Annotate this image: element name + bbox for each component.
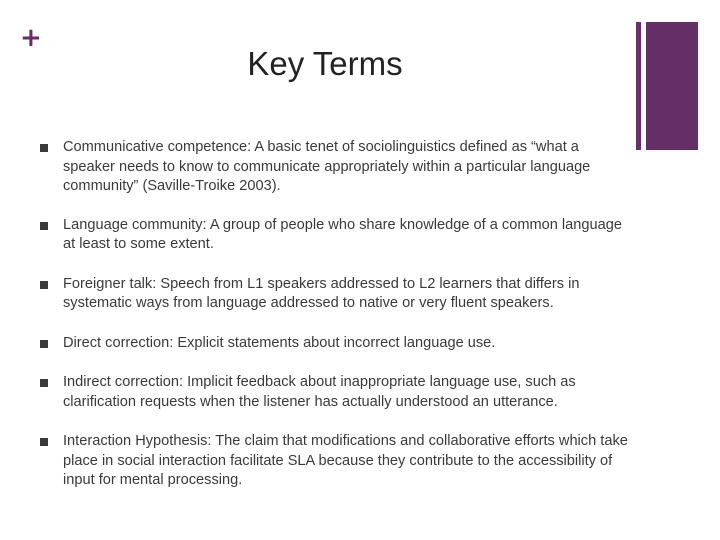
square-bullet-icon bbox=[40, 438, 48, 446]
list-item bbox=[40, 138, 630, 197]
square-bullet-icon bbox=[40, 144, 48, 152]
square-bullet-icon bbox=[40, 379, 48, 387]
list-item bbox=[40, 373, 630, 412]
term-text: Language community: A group of people who share knowledge of a common language at least to some extent. bbox=[63, 216, 622, 252]
slide-title: Key Terms bbox=[247, 45, 403, 82]
plus-icon: + bbox=[20, 23, 42, 53]
list-item bbox=[40, 334, 630, 354]
term-text: Indirect correction: Implicit feedback about inappropriate language use, such as clarification requests when the listener has actually understood an utterance. bbox=[63, 374, 576, 410]
term-text: Interaction Hypothesis: The claim that modifications and collaborative efforts which take place in social interaction facilitate SLA because they contribute to the accessibility of input for mental processing. bbox=[63, 433, 628, 488]
list-item bbox=[40, 275, 630, 314]
term-text: Direct correction: Explicit statements about incorrect language use. bbox=[63, 334, 496, 351]
accent-bar-thin bbox=[636, 22, 641, 150]
list-item bbox=[40, 216, 630, 255]
term-text: Foreigner talk: Speech from L1 speakers addressed to L2 learners that differs in systematic ways from language addressed to native or very fluent speakers. bbox=[63, 275, 580, 311]
list-item bbox=[40, 432, 630, 491]
square-bullet-icon bbox=[40, 340, 48, 348]
accent-bar-block bbox=[646, 22, 698, 150]
term-text: Communicative competence: A basic tenet of sociolinguistics defined as “what a speaker needs to know to communicate appropriately within a particular language community” (Saville-Troike 2003). bbox=[63, 139, 591, 194]
square-bullet-icon bbox=[40, 281, 48, 289]
square-bullet-icon bbox=[40, 222, 48, 230]
key-terms-list bbox=[40, 138, 630, 510]
